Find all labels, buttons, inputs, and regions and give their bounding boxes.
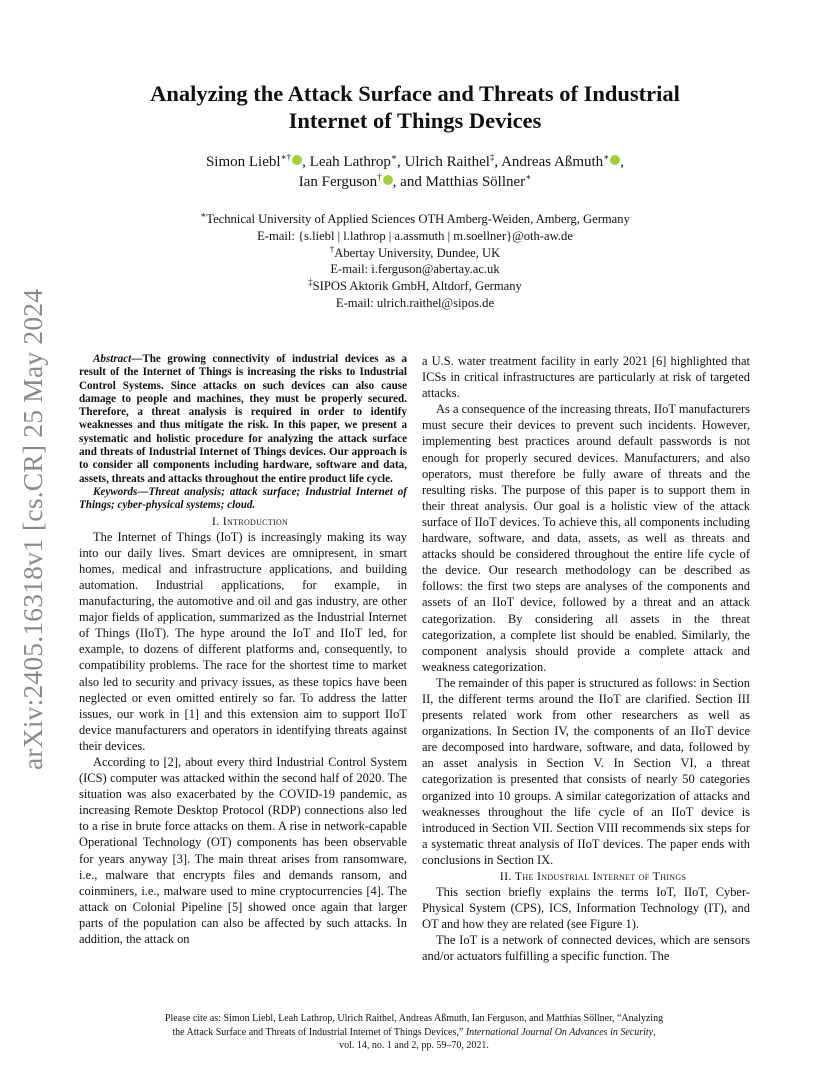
affiliation-email[interactable]: E-mail: {s.liebl | l.lathrop | a.assmuth | m.soellner}@oth-aw.de	[257, 228, 573, 243]
section-heading-iiot: II. The Industrial Internet of Things	[499, 869, 687, 883]
keywords	[79, 486, 407, 513]
section-heading-introduction: I. Introduction	[211, 513, 289, 528]
author-mark: ∗†	[280, 152, 292, 162]
citation-line	[100, 1026, 728, 1040]
affiliation-text: SIPOS Aktorik GmbH, Altdorf, Germany	[312, 279, 522, 294]
keywords-text: —Threat analysis; attack surface; Industrial Internet of Things; cyber-physical systems; cloud.	[79, 485, 407, 512]
arxiv-stamp-svg	[4, 250, 62, 770]
citation-line: vol. 14, no. 1 and 2, pp. 59–70, 2021.	[339, 1040, 489, 1051]
affiliation-text: Technical University of Applied Sciences OTH Amberg-Weiden, Amberg, Germany	[206, 212, 630, 226]
abstract	[79, 353, 407, 486]
citation-text: the Attack Surface and Threats of Industrial Internet of Things Devices,”	[172, 1026, 466, 1038]
left-column	[79, 353, 407, 947]
affiliation-line	[120, 278, 710, 295]
affiliation-line	[120, 245, 710, 262]
author-name: Simon Liebl	[205, 154, 281, 170]
author-name: Ian Ferguson	[298, 174, 378, 190]
orcid-icon[interactable]	[383, 175, 393, 185]
author-mark: ∗	[603, 152, 610, 162]
paragraph: According to [2], about every third Industrial Control System (ICS) computer was attacked within the second half of 2020. The situation was also exacerbated by the COVID-19 pandemic, as increasing Remote Desktop Protocol (RDP) connections also led to a rise in brute force attacks on them. A rise in network-capable Operational Technology (OT) components has been observable for years anyway [3]. The main threat arises from ransomware, i.e., malware that encrypts files and demands ransom, and coinminers, i.e., malware used to mine cryptocurrencies [4]. The attack on Colonial Pipeline [5] showed once again that larger parts of the population can also be affected by such attacks. In addition, the attack on	[79, 754, 407, 946]
affiliation-email[interactable]: E-mail: i.ferguson@abertay.ac.uk	[330, 262, 500, 277]
abstract-label: Abstract	[93, 353, 132, 365]
paragraph: The Internet of Things (IoT) is increasingly making its way into our daily lives. Smart devices are omnipresent, in smart homes, medical and infrastructure applications, and building automation. Industrial applications, for example, in manufacturing, the automotive and oil and gas industry, are other major fields of application, summarized as the Industrial Internet of Things (IIoT). The hype around the IoT and IIoT led, for example, to dozens of different platforms and, consequently, to compatibility problems. The race for the shortest time to market also led to security and privacy issues, as these topics have been neglected or even omitted entirely so far. To address the latter issues, our work in [1] and this extension aim to support IIoT device manufacturers and operators in identifying threats against their devices.	[79, 529, 407, 753]
affiliations	[120, 211, 710, 312]
affiliation-text: Abertay University, Dundee, UK	[334, 245, 501, 260]
author-name: , Ulrich Raithel	[397, 154, 490, 170]
author-mark: ‡	[489, 152, 495, 162]
citation-journal: International Journal On Advances in Security	[465, 1026, 654, 1038]
abstract-text: —The growing connectivity of industrial devices as a result of the Internet of Things is increasing the risks to Industrial Control Systems. Since attacks on such devices can also cause damage to people and machines, they must be properly secured. Therefore, a threat analysis is required in order to identify weaknesses and thus mitigate the risk. In this paper, we present a systematic and holistic procedure for analyzing the attack surface and threats of Industrial Internet of Things devices. Our approach is to consider all components including hardware, software and data, assets, threats and attacks throughout the entire product life cycle.	[79, 353, 407, 485]
paper-title: Analyzing the Attack Surface and Threats of Industrial Internet of Things Devices	[150, 81, 680, 133]
paragraph: The remainder of this paper is structured as follows: in Section II, the different terms around the IIoT are clarified. Section III presents related work from other researchers as well as organizations. In Section IV, the components of an IIoT device are decomposed into hardware, software, and data, followed by an asset analysis in Section V. In Section VI, a threat categorization is presented that consists of nearly 50 categories organized into 10 groups. A similar categorization of attacks and weaknesses throughout the life cycle of an IIoT device is introduced in Section VII. Section VIII recommends six steps for a systematic threat analysis of IIoT devices. The paper ends with conclusions in Section IX.	[422, 675, 750, 867]
citation-line: Please cite as: Simon Liebl, Leah Lathrop, Ulrich Raithel, Andreas Aßmuth, Ian Ferguson, and Matthias Söllner, “Analyzing	[164, 1013, 664, 1024]
arxiv-stamp	[4, 250, 62, 770]
paragraph: a U.S. water treatment facility in early 2021 [6] highlighted that ICSs in critical infrastructures are particularly at risk of targeted attacks.	[422, 354, 750, 401]
arxiv-stamp-text: arXiv:2405.16318v1 [cs.CR] 25 May 2024	[17, 288, 48, 770]
author-mark: †	[377, 172, 382, 182]
author-name: , Andreas Aßmuth	[494, 154, 604, 170]
author-mark: ∗	[390, 152, 398, 162]
author-name: , and Matthias Söllner	[392, 174, 526, 190]
author-name: , Leah Lathrop	[302, 154, 391, 170]
keywords-label: Keywords	[93, 485, 138, 498]
citation-footer	[100, 1012, 728, 1053]
orcid-icon[interactable]	[292, 155, 302, 165]
paragraph: The IoT is a network of connected devices, which are sensors and/or actuators fulfilling a specific function. The	[422, 933, 750, 964]
citation-text: ,	[653, 1026, 656, 1038]
paragraph: This section briefly explains the terms IoT, IIoT, Cyber-Physical System (CPS), ICS, Information Technology (IT), and OT and how they are related (see Figure 1).	[422, 885, 750, 932]
paragraph: As a consequence of the increasing threats, IIoT manufacturers must secure their devices to prevent such incidents. However, implementing best practices around default passwords is not enough for properly secured devices. Manufacturers, and also operators, must therefore be fully aware of threats and the resulting risks. The purpose of this paper is to support them in their threat analysis. Our goal is a holistic view of the attack surface of IIoT devices. To achieve this, all components including hardware, software, and data, assets, as well as threats and attacks should be considered throughout the entire life cycle of the device. Our research methodology can be described as follows: the first two steps are analyses of the components and assets of an IIoT device, followed by a threat and an attack categorization. By considering all assets in the threat categorization, a complete list should be enabled. Similarly, the component analysis should provide a complete attack and weakness categorization.	[422, 402, 750, 674]
affiliation-mark: ∗	[200, 209, 207, 220]
affiliation-mark: †	[329, 243, 335, 254]
author-list: Simon Liebl∗† , Leah Lathrop∗, Ulrich Raithel‡, Andreas Aßmuth∗ , Ian Ferguson† , and Matthias Söllner∗	[205, 152, 625, 190]
right-column	[422, 353, 750, 965]
orcid-icon[interactable]	[610, 155, 620, 165]
affiliation-email[interactable]: E-mail: ulrich.raithel@sipos.de	[335, 295, 495, 310]
author-mark: ∗	[525, 172, 532, 182]
affiliation-mark: ‡	[308, 277, 313, 287]
affiliation-line	[120, 211, 710, 228]
